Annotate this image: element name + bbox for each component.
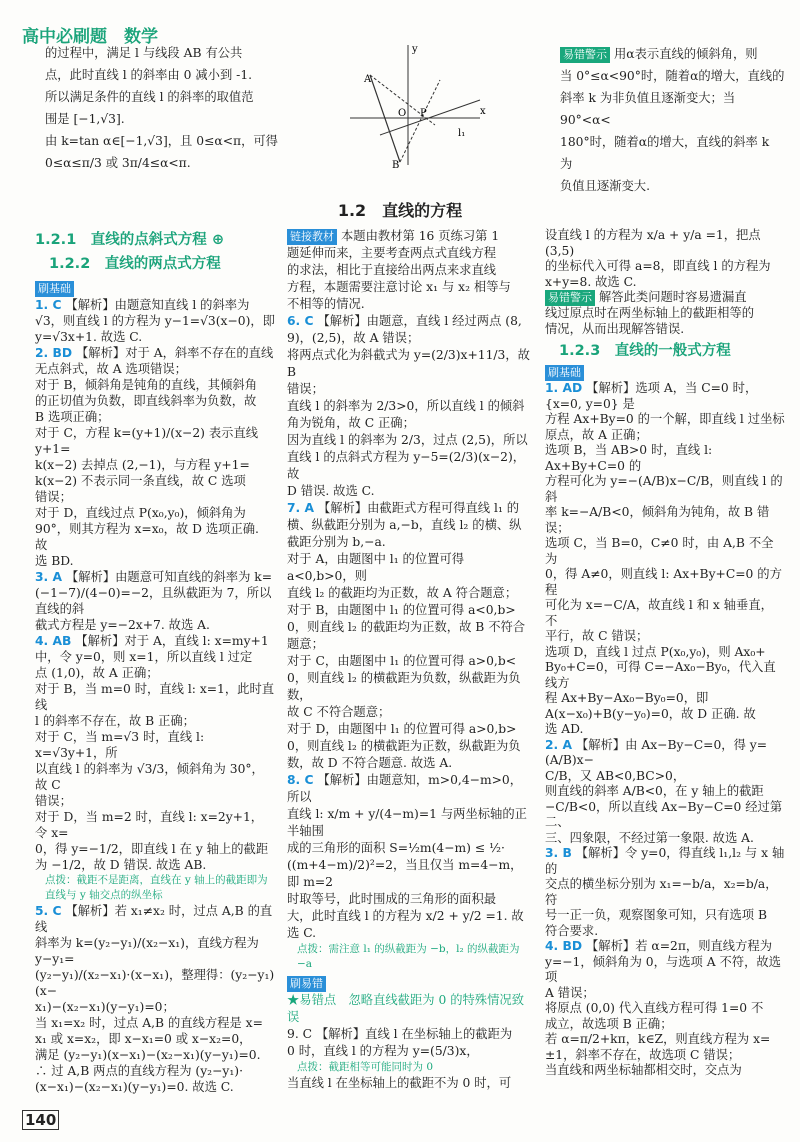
label-a: A xyxy=(364,74,372,85)
subsection-title: 1.2.2 直线的两点式方程 xyxy=(49,256,221,272)
text-line: 5. C 【解析】若 x₁≠x₂ 时，过点 A,B 的直线 xyxy=(35,904,273,934)
text-line: 错误； xyxy=(35,794,72,808)
text-line: 斜率 k 为非负值且逐渐变大；当 90°<α< xyxy=(560,91,736,127)
question-number: 2. A xyxy=(545,737,573,752)
text-line: 7. A 【解析】由截距式方程可得直线 l₁ 的 xyxy=(287,501,520,515)
solutions-list xyxy=(35,297,275,1095)
text-line: 交点的横坐标分别为 x₁=−b/a，x₂=b/a，符 xyxy=(545,877,778,907)
text-line: 直线 l₂ 的截距均为正数，故 A 符合题意； xyxy=(287,586,518,600)
basic-tag: 刷基础 xyxy=(35,281,74,297)
text-line: 以直线 l 的斜率为 √3/3，倾斜角为 30°，故 C xyxy=(35,762,264,792)
text-line: 0，则直线 l₂ 的横截距为负数，纵截距为负数， xyxy=(287,671,521,702)
text-line: 直线 l 的点斜式方程为 y−5=(2/3)(x−2)，故 xyxy=(287,450,526,481)
question-number: 8. C xyxy=(287,773,314,787)
text-line: ((m+4−m)/2)²=2，当且仅当 m=4−m，即 m=2 xyxy=(287,858,523,889)
text-line: 斜率为 k=(y₂−y₁)/(x₂−x₁)，直线方程为 y−y₁= xyxy=(35,936,259,966)
text-line: y=√3x+1. 故选 C. xyxy=(35,330,143,344)
text-line: k(x−2) 去掉点 (2,−1)，与方程 y+1= xyxy=(35,458,250,472)
text-line: 当直线和两坐标轴都相交时，交点为 xyxy=(545,1063,742,1077)
text-line: 负值且逐渐变大. xyxy=(560,179,650,193)
hint-note: 点拨：需注意 l₁ 的纵截距为 −b，l₂ 的纵截距为 −a xyxy=(297,943,520,970)
text-line: 180°时，随着α的增大，直线的斜率 k 为 xyxy=(560,135,770,171)
book-header-title: 高中必刷题 数学 xyxy=(22,27,158,47)
text-line: 对于 D，直线过点 P(x₀,y₀)，倾斜角为 xyxy=(35,506,246,520)
hint-note: 点拨：截距不是距离，直线在 y 轴上的截距即为直线与 y 轴交点的纵坐标 xyxy=(45,874,268,901)
text: 本题由教材第 16 页练习第 1 xyxy=(341,229,500,243)
text-line: 角为锐角，故 C 正确； xyxy=(287,416,415,430)
text-line: 直线 l: x/m + y/(4−m)=1 与两坐标轴的正半轴围 xyxy=(287,807,527,838)
text-line: 4. AB 【解析】对于 A，直线 l: x=my+1 xyxy=(35,634,269,648)
text-line: 所以满足条件的直线 l 的斜率的取值范 xyxy=(45,90,254,104)
text-line: 时取等号，此时围成的三角形的面积最 xyxy=(287,892,497,906)
text-line: 若 α=π/2+kπ，k∈Z，则直线方程为 x= xyxy=(545,1032,771,1046)
text-line: 题意； xyxy=(287,637,324,651)
text-line: 9)，(2,5)，故 A 错误； xyxy=(287,331,420,345)
text-line: 的过程中，满足 l 与线段 AB 有公共 xyxy=(45,46,243,60)
text-line: ±1，斜率不存在，故选项 C 错误； xyxy=(545,1047,741,1062)
text-line: 8. C 【解析】由题意知，m>0,4−m>0，所以 xyxy=(287,773,523,804)
text-line: 号一正一负，观察图象可知，只有选项 B xyxy=(545,908,767,922)
text-line: 当 x₁=x₂ 时，过点 A,B 的直线方程是 x= xyxy=(35,1016,263,1030)
text-line: 因为直线 l 的斜率为 2/3，过点 (2,5)，所以 xyxy=(287,433,528,447)
text-line: 设直线 l 的方程为 x/a + y/a =1，把点 (3,5) xyxy=(545,228,761,258)
text-line: 点 (1,0)，故 A 正确； xyxy=(35,666,159,680)
text-line: 截距分别为 b,−a. xyxy=(287,535,386,549)
text-line: 选 AD. xyxy=(545,722,584,736)
text-line: 将两点式化为斜截式为 y=(2/3)x+11/3，故 B xyxy=(287,348,530,379)
text-line: 选项 C，当 B=0，C≠0 时，由 A,B 不全为 xyxy=(545,536,774,566)
wrong-point: ★易错点 忽略直线截距为 0 的特殊情况致误 xyxy=(287,993,524,1024)
text-line: 原点，故 A 正确； xyxy=(545,427,648,442)
text-line xyxy=(287,228,532,245)
text-line: 错误； xyxy=(35,490,72,504)
column-3 xyxy=(545,228,785,1079)
text-line: 符合要求. xyxy=(545,923,599,938)
coordinate-figure xyxy=(340,40,490,170)
text-line: 选 BD. xyxy=(35,554,74,568)
text-line: 1. AD 【解析】选项 A，当 C=0 时，{x=0, y=0} 是 xyxy=(545,381,758,411)
label-l1: l₁ xyxy=(458,128,466,139)
text-line: B 选项正确； xyxy=(35,410,110,424)
text-line: 满足 (y₂−y₁)(x−x₁)−(x₂−x₁)(y−y₁)=0. xyxy=(35,1048,261,1062)
basic-tag: 刷基础 xyxy=(545,365,584,381)
text-line: 方程可化为 y=−(A/B)x−C/B，则直线 l 的斜 xyxy=(545,474,783,504)
question-number: 2. BD xyxy=(35,346,73,360)
label-y: y xyxy=(412,44,418,55)
text-line: 对于 C，方程 k=(y+1)/(x−2) 表示直线 y+1= xyxy=(35,426,259,456)
text-line: 故 C 不符合题意； xyxy=(287,705,391,719)
text-line: By₀+C=0，可得 C=−Ax₀−By₀，代入直线方 xyxy=(545,660,776,690)
question-number: 6. C xyxy=(287,314,314,328)
text-line: 0，得 A≠0，则直线 l: Ax+By+C=0 的方程 xyxy=(545,567,782,597)
text-line: 0，则直线 l₂ 的截距均为正数，故 B 不符合 xyxy=(287,620,526,634)
text-line: 当 0°≤α<90°时，随着α的增大，直线的 xyxy=(560,69,785,83)
subsection-title: 1.2.3 直线的一般式方程 xyxy=(559,343,731,359)
text-line: 对于 C，当 m=√3 时，直线 l: x=√3y+1，所 xyxy=(35,730,205,760)
text-line: ∴ 过 A,B 两点的直线方程为 (y₂−y₁)· xyxy=(35,1064,243,1078)
text-line: (y₂−y₁)/(x₂−x₁)·(x−x₁)，整理得：(y₂−y₁)(x− xyxy=(35,968,275,998)
text-line: 率 k=−A/B<0，倾斜角为钝角，故 B 错误； xyxy=(545,505,770,535)
text-line: D 错误. 故选 C. xyxy=(287,484,375,498)
text-line: 4. BD 【解析】若 α=2π，则直线方程为 xyxy=(545,939,772,953)
text-line: C/B，又 AB<0,BC>0， xyxy=(545,768,686,783)
text-line: 9. C 【解析】直线 l 在坐标轴上的截距为 xyxy=(287,1027,513,1041)
text-line: 直线 l 的斜率为 2/3>0，所以直线 l 的倾斜 xyxy=(287,399,525,413)
text-line: 对于 B，倾斜角是钝角的直线，其倾斜角 xyxy=(35,378,257,392)
text-line: 截式方程是 y=−2x+7. 故选 A. xyxy=(35,618,210,632)
label-x: x xyxy=(480,106,486,117)
label-o: O xyxy=(398,108,407,119)
text-line: x₁)−(x₂−x₁)(y−y₁)=0； xyxy=(35,1000,175,1014)
text-line: 对于 D，由题图中 l₁ 的位置可得 a>0,b> xyxy=(287,722,517,736)
text-line: 1. C 【解析】由题意知直线 l 的斜率为 xyxy=(35,298,250,312)
text-line: 点，此时直线 l 的斜率由 0 减小到 -1. xyxy=(45,68,253,82)
text-line: 为 −1/2，故 D 错误. 故选 AB. xyxy=(35,858,207,872)
text-line xyxy=(545,290,785,306)
warning-text: 用α表示直线的倾斜角，则 xyxy=(614,47,758,61)
top-left-text xyxy=(45,42,290,174)
text-line: 对于 B，当 m=0 时，直线 l: x=1，此时直线 xyxy=(35,682,275,712)
text-line: l 的斜率不存在，故 B 正确； xyxy=(35,714,195,728)
text-line: 成的三角形的面积 S=½m(4−m) ≤ ½· xyxy=(287,841,505,855)
text-line: 成立，故选项 B 正确； xyxy=(545,1016,673,1031)
text-line: 的正切值为负数，即直线斜率为负数，故 xyxy=(35,394,257,408)
text-line: 90°，则其方程为 x=x₀，故 D 选项正确. 故 xyxy=(35,522,259,552)
text-line: x₁ 或 x=x₂，即 x−x₁=0 或 x−x₂=0， xyxy=(35,1032,252,1046)
label-b: B xyxy=(392,160,400,170)
text-line: 的求法，相比于直接给出两点来求直线 xyxy=(287,263,497,277)
question-number: 4. AB xyxy=(35,634,72,648)
text-line: 选项 D，直线 l 过点 P(x₀,y₀)，则 Ax₀+ xyxy=(545,644,766,659)
text-line: 对于 C，由题图中 l₁ 的位置可得 a>0,b< xyxy=(287,654,517,668)
text-line: 中，令 y=0，则 x=1，所以直线 l 过定 xyxy=(35,650,253,664)
text-line: 0，则直线 l₂ 的横截距为正数，纵截距为负 xyxy=(287,739,521,753)
text-line: x+y=8. 故选 C. xyxy=(545,274,637,289)
text-line: 2. A 【解析】由 Ax−By−C=0，得 y=(A/B)x− xyxy=(545,737,768,767)
text-line: (−1−7)/(4−0)=−2，且纵截距为 7，所以直线的斜 xyxy=(35,586,272,616)
text-line: 则直线的斜率 A/B<0，在 y 轴上的截距 xyxy=(545,784,764,798)
text-line: 数，故 D 不符合题意. 故选 A. xyxy=(287,756,453,770)
text-line: 的坐标代入可得 a=8，即直线 l 的方程为 xyxy=(545,259,771,273)
text-line: 0，得 y=−1/2，即直线 l 在 y 轴上的截距 xyxy=(35,842,269,856)
textbook-link-tag: 链接教材 xyxy=(287,229,337,245)
question-number: 4. BD xyxy=(545,939,583,953)
text-line xyxy=(560,43,785,65)
column-2 xyxy=(287,228,532,1092)
text-line: 对于 B，由题图中 l₁ 的位置可得 a<0,b> xyxy=(287,603,516,617)
warning-tag: 易错警示 xyxy=(560,47,610,63)
text-line: 程 Ax+By−Ax₀−By₀=0，即 xyxy=(545,691,709,705)
text-line: 围是 [−1,√3]. xyxy=(45,112,125,126)
text-line: 可化为 x=−C/A，故直线 l 和 x 轴垂直，不 xyxy=(545,598,773,628)
text-line: y=−1，倾斜角为 0，与选项 A 不符，故选项 xyxy=(545,954,781,984)
question-number: 7. A xyxy=(287,501,315,515)
text-line: A(x−x₀)+B(y−y₀)=0，故 D 正确. 故 xyxy=(545,706,756,721)
text-line: −C/B<0，所以直线 Ax−By−C=0 经过第二、 xyxy=(545,799,783,829)
text-line: 平行，故 C 错误； xyxy=(545,629,649,643)
text-line: 对于 D，当 m=2 时，直线 l: x=2y+1，令 x= xyxy=(35,810,264,840)
hint-note: 点拨：截距相等可能同时为 0 xyxy=(297,1061,434,1073)
solutions-list xyxy=(287,313,532,942)
text-line: 题延伸而来，主要考查两点式直线方程 xyxy=(287,246,497,260)
wrong-tag: 刷易错 xyxy=(287,976,326,992)
text: 解答此类问题时容易遗漏直 xyxy=(599,290,747,304)
text-line: 将原点 (0,0) 代入直线方程可得 1=0 不 xyxy=(545,1001,764,1015)
text-line: 3. B 【解析】令 y=0，得直线 l₁,l₂ 与 x 轴的 xyxy=(545,846,785,876)
text-line: 3. A 【解析】由题意可知直线的斜率为 k= xyxy=(35,570,273,584)
text-line: 0≤α≤π/3 或 3π/4≤α<π. xyxy=(45,156,191,170)
question-number: 1. C xyxy=(35,298,62,312)
text-line: 情况，从而出现解答错误. xyxy=(545,321,685,336)
text-line: 不相等的情况. xyxy=(287,297,365,311)
text-line: 无点斜式，故 A 选项错误； xyxy=(35,362,187,376)
text-line: 0 时，直线 l 的方程为 y=(5/3)x， xyxy=(287,1044,479,1058)
solutions-list xyxy=(545,381,785,1079)
text-line: 当直线 l 在坐标轴上的截距不为 0 时，可 xyxy=(287,1076,512,1090)
text-line: 方程 Ax+By=0 的一个解，即直线 l 过坐标 xyxy=(545,412,785,426)
text-line: 错误； xyxy=(287,382,324,396)
question-number: 5. C xyxy=(35,904,62,918)
warning-box-top xyxy=(560,43,785,197)
page-number: 140 xyxy=(22,1110,59,1130)
question-number: 3. A xyxy=(35,570,63,584)
text-line: 三、四象限，不经过第一象限. 故选 A. xyxy=(545,830,754,845)
text-line: (x−x₁)−(x₂−x₁)(y−y₁)=0. 故选 C. xyxy=(35,1080,234,1094)
text-line: 由 k=tan α∈[−1,√3]，且 0≤α<π，可得 xyxy=(45,134,278,148)
column-1 xyxy=(35,228,275,1095)
text-line: k(x−2) 不表示同一条直线，故 C 选项 xyxy=(35,474,246,488)
text-line: 对于 A，由题图中 l₁ 的位置可得 a<0,b>0，则 xyxy=(287,552,465,583)
warning-tag: 易错警示 xyxy=(545,290,595,306)
question-number: 3. B xyxy=(545,846,572,860)
subsection-title: 1.2.1 直线的点斜式方程 ⊕ xyxy=(35,232,224,248)
text-line: 方程，本题需要注意讨论 x₁ 与 x₂ 相等与 xyxy=(287,280,511,294)
text-line: A 错误； xyxy=(545,985,595,1000)
text-line: 选项 B，当 AB>0 时，直线 l: Ax+By+C=0 的 xyxy=(545,443,713,473)
text-line: 大，此时直线 l 的方程为 x/2 + y/2 =1. 故选 C. xyxy=(287,909,524,940)
section-title: 1.2 直线的方程 xyxy=(337,201,463,220)
text-line: √3，则直线 l 的方程为 y−1=√3(x−0)，即 xyxy=(35,314,275,328)
text-line: 线过原点时在两坐标轴上的截距相等的 xyxy=(545,306,755,320)
label-p: P xyxy=(420,108,427,119)
text-line: 横、纵截距分别为 a,−b，直线 l₂ 的横、纵 xyxy=(287,518,522,532)
question-number: 1. AD xyxy=(545,381,583,395)
text-line: 6. C 【解析】由题意，直线 l 经过两点 (8, xyxy=(287,314,522,328)
text-line: 2. BD 【解析】对于 A，斜率不存在的直线 xyxy=(35,346,274,360)
